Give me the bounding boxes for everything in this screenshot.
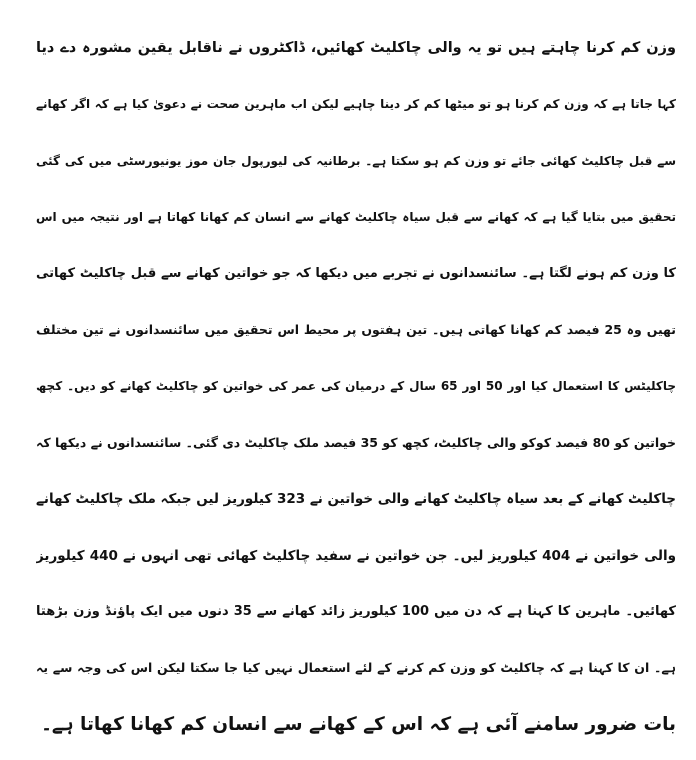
article-line: والی خواتین نے 404 کیلوریز لیں۔ جن خواتین نے سفید چاکلیٹ کھائی تھی انہوں نے 440 کیلوریز (36, 547, 676, 564)
article-line: سے قبل چاکلیٹ کھائی جائے تو وزن کم ہو سکتا ہے۔ برطانیہ کی لیورپول جان موز یونیورسٹی میں کی گئی (36, 153, 676, 168)
article-line: ہے۔ ان کا کہنا ہے کہ چاکلیٹ کو وزن کم کرنے کے لئے استعمال نہیں کیا جا سکتا لیکن اس کی وجہ سے یہ (36, 660, 676, 676)
article-line: وزن کم کرنا چاہتے ہیں تو یہ والی چاکلیٹ کھائیں، ڈاکٹروں نے ناقابل یقین مشورہ دے دیا (36, 40, 676, 56)
article-line: خواتین کو 80 فیصد کوکو والی چاکلیٹ، کچھ کو 35 فیصد ملک چاکلیٹ دی گئی۔ سائنسدانوں نے دیکھا کہ (36, 434, 676, 450)
article-line: تھیں وہ 25 فیصد کم کھانا کھاتی ہیں۔ تین ہفتوں پر محیط اس تحقیق میں سائنسدانوں نے تین مختلف (36, 321, 676, 337)
article-line: کہا جاتا ہے کہ وزن کم کرنا ہو تو میٹھا کم کر دینا چاہیے لیکن اب ماہرین صحت نے دعویٰ کیا ہے کہ اگر کھانے (36, 97, 676, 112)
article-line: کھائیں۔ ماہرین کا کہنا ہے کہ دن میں 100 کیلوریز زائد کھانے سے 35 دنوں میں ایک پاؤنڈ وزن بڑھتا (36, 603, 676, 619)
article-line: تحقیق میں بتایا گیا ہے کہ کھانے سے قبل سیاہ چاکلیٹ کھانے سے انسان کم کھانا کھاتا ہے اور نتیجہ میں اس (36, 210, 676, 225)
article-line: چاکلیٹ کھانے کے بعد سیاہ چاکلیٹ کھانے والی خواتین نے 323 کیلوریز لیں جبکہ ملک چاکلیٹ کھانے (36, 491, 676, 508)
article-line: بات ضرور سامنے آئی ہے کہ اس کے کھانے سے انسان کم کھانا کھاتا ہے۔ (41, 713, 676, 735)
article-line: کا وزن کم ہونے لگتا ہے۔ سائنسدانوں نے تجربے میں دیکھا کہ جو خواتین کھانے سے قبل چاکلیٹ کھاتی (36, 265, 676, 281)
article-line: چاکلیٹس کا استعمال کیا اور 50 اور 65 سال کے درمیان کی عمر کی خواتین کو چاکلیٹ کھانے کو دیں۔ کچھ (36, 379, 676, 394)
